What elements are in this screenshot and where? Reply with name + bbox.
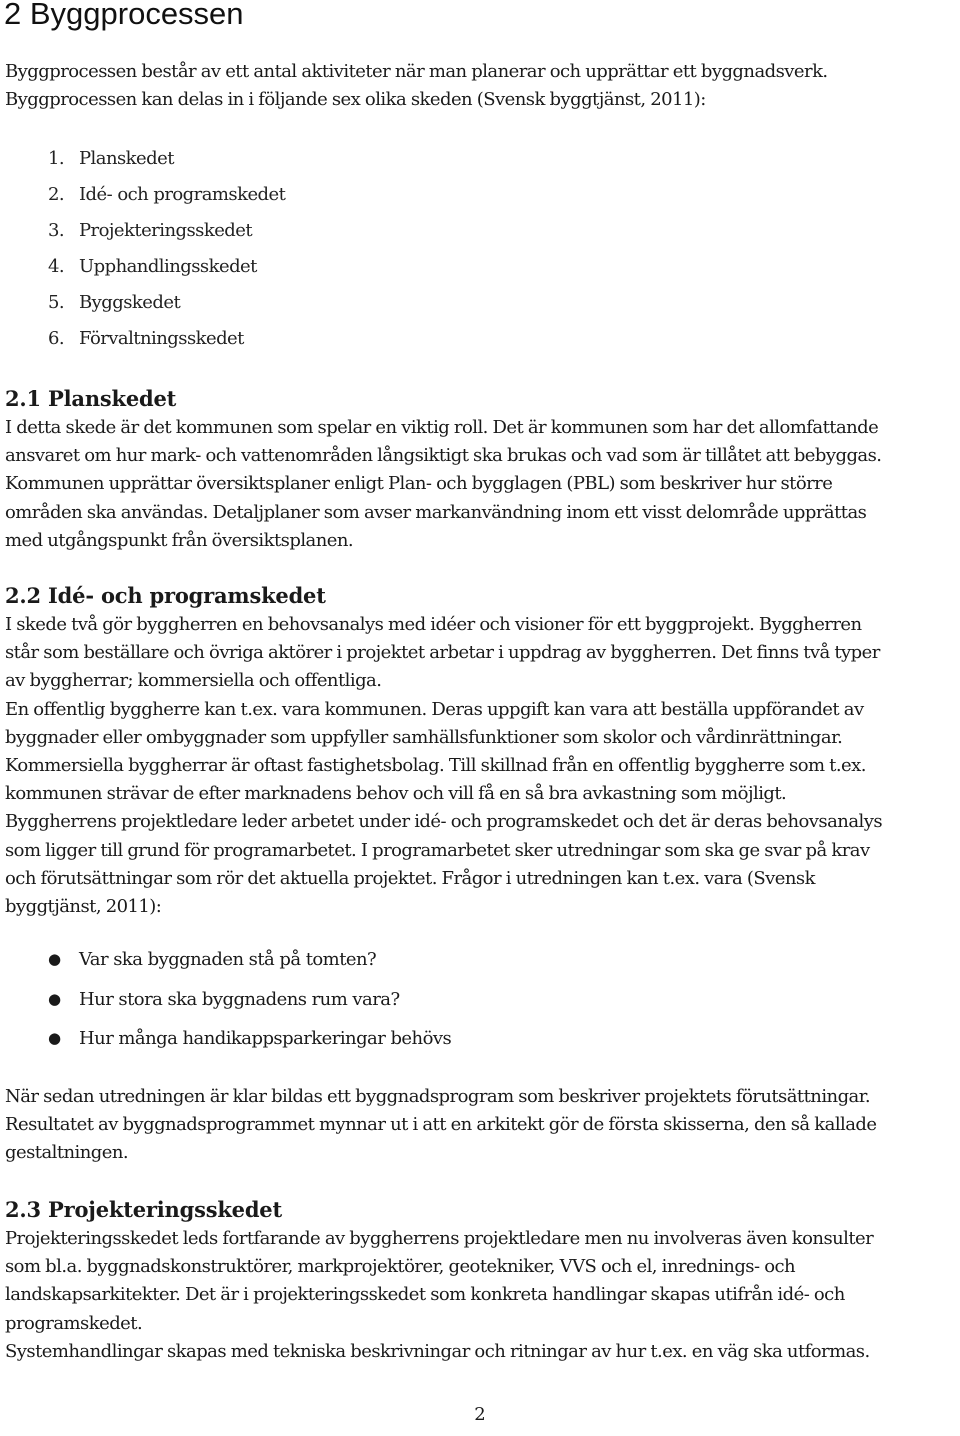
list-number: 1. [48, 148, 65, 169]
list-item [48, 980, 451, 1020]
list-item [48, 213, 285, 249]
text-line: I skede två gör byggherren en behovsanalys med idéer och visioner för ett byggprojekt. Byggherren [5, 614, 862, 635]
text-line: av byggherrar; kommersiella och offentliga. [5, 670, 382, 692]
list-item [48, 940, 451, 980]
text-line: gestaltningen. [5, 1142, 129, 1164]
text-line: som bl.a. byggnadskonstruktörer, markprojektörer, geotekniker, VVS och el, inrednings- och [5, 1256, 796, 1278]
text-line: byggtjänst, 2011): [5, 896, 162, 918]
text-line: Projekteringsskedet leds fortfarande av byggherrens projektledare men nu involveras även konsulter [5, 1228, 874, 1249]
text-line: ansvaret om hur mark- och vattenområden långsiktigt ska brukas och vad som är tillåtet att bebyggas. [5, 445, 882, 467]
text-line: Byggherrens projektledare leder arbetet under idé- och programskedet och det är deras behovsanalys [5, 811, 883, 833]
stage-list [48, 141, 285, 357]
text-line: med utgångspunkt från översiktsplanen. [5, 529, 354, 551]
page-number: 2 [474, 1404, 486, 1425]
text-line: kommunen strävar de efter marknadens behov och vill få en så bra avkastning som möjligt. [5, 783, 787, 805]
list-number: 4. [48, 256, 65, 277]
section-text-byggnadsprogram [5, 1083, 955, 1168]
list-item-label: Upphandlingsskedet [79, 256, 257, 277]
section-heading-ide-och-programskedet: 2.2 Idé- och programskedet [5, 583, 326, 608]
list-item-label: Var ska byggnaden stå på tomten? [79, 949, 377, 970]
list-item [48, 177, 285, 213]
list-item [48, 285, 285, 321]
list-number: 3. [48, 220, 65, 241]
text-line: Resultatet av byggnadsprogrammet mynnar ut i att en arkitekt gör de första skisserna, den så kallade [5, 1114, 877, 1136]
list-item-label: Hur många handikappsparkeringar behövs [79, 1028, 452, 1049]
text-line: Systemhandlingar skapas med tekniska beskrivningar och ritningar av hur t.ex. en väg ska utformas. [5, 1340, 870, 1362]
list-number: 6. [48, 328, 65, 349]
bullet-icon: ● [48, 950, 61, 968]
list-item-label: Planskedet [79, 148, 174, 169]
text-line: När sedan utredningen är klar bildas ett byggnadsprogram som beskriver projektets förutsättningar. [5, 1086, 870, 1107]
list-number: 2. [48, 184, 65, 205]
bullet-icon: ● [48, 989, 61, 1008]
text-line: står som beställare och övriga aktörer i projektet arbetar i uppdrag av byggherren. Det finns två typer [5, 642, 880, 664]
chapter-title: 2 Byggprocessen [4, 0, 244, 31]
list-item-label: Projekteringsskedet [79, 220, 253, 241]
text-line: Byggprocessen kan delas in i följande sex olika skeden (Svensk byggtjänst, 2011): [5, 89, 706, 111]
text-line: områden ska användas. Detaljplaner som avser markanvändning inom ett visst delområde upprättas [5, 501, 867, 523]
section-text-projekteringsskedet [5, 1225, 955, 1366]
text-line: som ligger till grund för programarbetet. I programarbetet sker utredningar som ska ge svar på krav [5, 839, 870, 861]
question-list [48, 940, 451, 1059]
list-item [48, 141, 285, 177]
list-item [48, 321, 285, 357]
list-item-label: Idé- och programskedet [79, 184, 286, 205]
text-line: och förutsättningar som rör det aktuella projektet. Frågor i utredningen kan t.ex. vara (Svensk [5, 867, 815, 889]
section-heading-planskedet: 2.1 Planskedet [5, 386, 177, 411]
bullet-icon: ● [48, 1029, 61, 1047]
text-line: byggnader eller ombyggnader som uppfyller samhällsfunktioner som skolor och vårdinrättningar. [5, 726, 843, 748]
section-heading-projekteringsskedet: 2.3 Projekteringsskedet [5, 1197, 282, 1222]
list-item [48, 249, 285, 285]
list-item-label: Byggskedet [79, 292, 181, 313]
text-line: landskapsarkitekter. Det är i projekteringsskedet som konkreta handlingar skapas utifrån idé- och [5, 1284, 845, 1306]
text-line: Kommersiella byggherrar är oftast fastighetsbolag. Till skillnad från en offentlig byggherre som t.ex. [5, 755, 866, 777]
text-line: programskedet. [5, 1312, 143, 1334]
text-line: Byggprocessen består av ett antal aktiviteter när man planerar och upprättar ett byggnadsverk. [5, 61, 828, 82]
text-line: Kommunen upprättar översiktsplaner enligt Plan- och bygglagen (PBL) som beskriver hur större [5, 473, 833, 495]
section-text-planskedet [5, 414, 955, 555]
list-item-label: Förvaltningsskedet [79, 328, 244, 349]
list-number: 5. [48, 292, 65, 313]
list-item [48, 1019, 451, 1059]
intro-paragraph [5, 58, 955, 114]
list-item-label: Hur stora ska byggnadens rum vara? [79, 988, 400, 1010]
section-text-ide-och-programskedet [5, 611, 955, 921]
text-line: En offentlig byggherre kan t.ex. vara kommunen. Deras uppgift kan vara att beställa uppförandet av [5, 698, 864, 720]
text-line: I detta skede är det kommunen som spelar en viktig roll. Det är kommunen som har det allomfattande [5, 417, 879, 438]
